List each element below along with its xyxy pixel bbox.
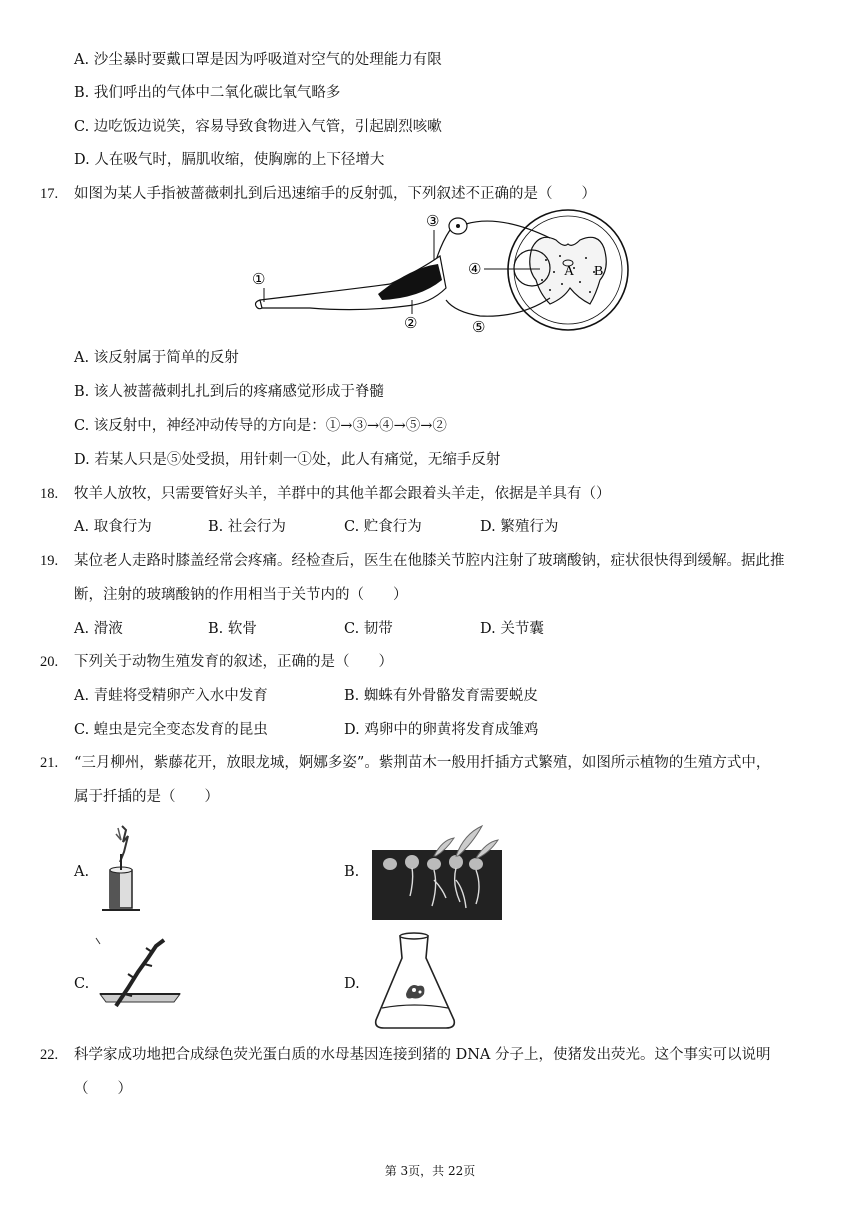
q17-option-d: D. 若某人只是⑤处受损，用针刺一①处，此人有痛觉，无缩手反射 — [74, 452, 501, 468]
q18-option-a: A. 取食行为 — [74, 519, 152, 535]
q18-stem: 牧羊人放牧，只需要管好头羊，羊群中的其他羊都会跟着头羊走，依据是羊具有（） — [74, 486, 611, 502]
q17-number: 17. — [40, 186, 59, 202]
q21-option-c-label: C. — [74, 976, 90, 992]
q17-option-c: C. 该反射中，神经冲动传导的方向是：①→③→④→⑤→② — [74, 418, 447, 434]
q18-number: 18. — [40, 486, 59, 502]
q20-stem: 下列关于动物生殖发育的叙述，正确的是（ ） — [74, 654, 393, 670]
label-2: ② — [404, 314, 418, 332]
q22-stem-line2: （ ） — [74, 1081, 132, 1097]
label-5: ⑤ — [472, 318, 486, 336]
q22-number: 22. — [40, 1047, 59, 1063]
q21-number: 21. — [40, 755, 59, 771]
q21-stem-line2: 属于扦插的是（ ） — [74, 789, 219, 805]
flask-culture-image — [370, 932, 460, 1032]
label-3: ③ — [426, 212, 440, 230]
q20-option-c: C. 蝗虫是完全变态发育的昆虫 — [74, 722, 268, 738]
q21-option-d-label: D. — [344, 976, 360, 992]
label-a: A — [564, 264, 575, 279]
q22-stem-line1: 科学家成功地把合成绿色荧光蛋白质的水母基因连接到猪的 DNA 分子上，使猪发出荧光。这个事实可以说明 — [74, 1047, 771, 1063]
grafting-image — [96, 822, 146, 914]
q19-option-c: C. 韧带 — [344, 621, 393, 637]
reflex-arc-diagram — [250, 208, 630, 338]
q16-option-a: A. 沙尘暴时要戴口罩是因为呼吸道对空气的处理能力有限 — [74, 52, 442, 68]
label-b: B — [594, 264, 604, 279]
q19-option-a: A. 滑液 — [74, 621, 123, 637]
q21-stem-line1: “三月柳州，紫藤花开，放眼龙城，婀娜多姿”。紫荆苗木一般用扦插方式繁殖，如图所示植物的生殖方式中， — [74, 755, 771, 771]
q16-option-b: B. 我们呼出的气体中二氧化碳比氧气略多 — [74, 85, 341, 101]
q20-option-a: A. 青蛙将受精卵产入水中发育 — [74, 688, 268, 704]
label-1: ① — [252, 270, 266, 288]
q17-stem: 如图为某人手指被蔷薇刺扎到后迅速缩手的反射弧，下列叙述不正确的是（ ） — [74, 186, 596, 202]
q18-option-c: C. 贮食行为 — [344, 519, 422, 535]
tissue-culture-roots-image — [372, 820, 502, 920]
q19-option-d: D. 关节囊 — [480, 621, 544, 637]
q18-option-d: D. 繁殖行为 — [480, 519, 559, 535]
q21-option-a-label: A. — [74, 864, 90, 880]
q20-option-d: D. 鸡卵中的卵黄将发育成雏鸡 — [344, 722, 539, 738]
q16-option-d: D. 人在吸气时，膈肌收缩，使胸廓的上下径增大 — [74, 152, 385, 168]
q17-option-a: A. 该反射属于简单的反射 — [74, 350, 239, 366]
q19-option-b: B. 软骨 — [208, 621, 257, 637]
q17-option-b: B. 该人被蔷薇刺扎扎到后的疼痛感觉形成于脊髓 — [74, 384, 384, 400]
q20-option-b: B. 蜘蛛有外骨骼发育需要蜕皮 — [344, 688, 538, 704]
label-4: ④ — [468, 260, 482, 278]
page-number: 第 3页，共 22页 — [384, 1164, 476, 1178]
q19-stem-line2: 断，注射的玻璃酸钠的作用相当于关节内的（ ） — [74, 587, 408, 603]
q19-number: 19. — [40, 553, 59, 569]
cutting-image — [94, 936, 184, 1008]
q21-option-b-label: B. — [344, 864, 360, 880]
q16-option-c: C. 边吃饭边说笑，容易导致食物进入气管，引起剧烈咳嗽 — [74, 119, 442, 135]
q19-stem-line1: 某位老人走路时膝盖经常会疼痛。经检查后，医生在他膝关节腔内注射了玻璃酸钠，症状很快得到缓解。据此推 — [74, 553, 785, 569]
q20-number: 20. — [40, 654, 59, 670]
q18-option-b: B. 社会行为 — [208, 519, 286, 535]
